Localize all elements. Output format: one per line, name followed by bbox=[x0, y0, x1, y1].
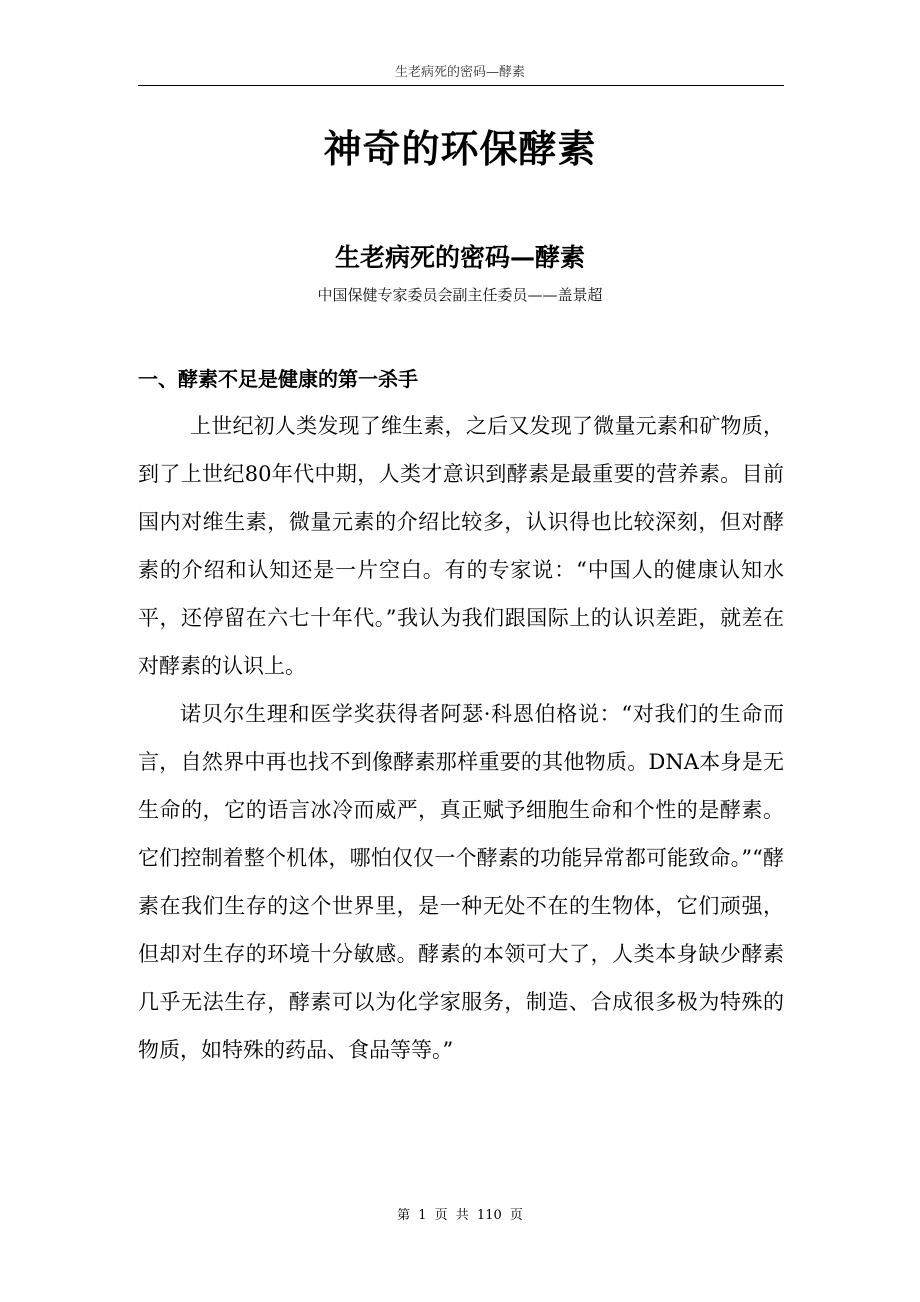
document-title: 神奇的环保酵素 bbox=[323, 127, 597, 171]
running-header: 生老病死的密码—酵素 bbox=[394, 65, 525, 80]
section-heading: 一、酵素不足是健康的第一杀手 bbox=[138, 367, 418, 391]
author-line: 中国保健专家委员会副主任委员——盖景超 bbox=[317, 286, 603, 304]
body-paragraph: 上世纪初人类发现了维生素，之后又发现了微量元素和矿物质，到了上世纪80年代中期，人类才意识到酵素是最重要的营养素。目前国内对维生素，微量元素的介绍比较多，认识得也比较深刻，但对酵素的介绍和认知还是一片空白。有的专家说：“中国人的健康认知水平，还停留在六七十年代。”我认为我们跟国际上的认识差距，就差在对酵素的认识上。 bbox=[138, 414, 784, 678]
page-number: 第 1 页 共 110 页 bbox=[397, 1208, 523, 1223]
document-subtitle: 生老病死的密码—酵素 bbox=[334, 243, 585, 272]
body-paragraph: 诺贝尔生理和医学奖获得者阿瑟·科恩伯格说：“对我们的生命而言，自然界中再也找不到像酵素那样重要的其他物质。DNA本身是无生命的，它的语言冰冷而威严，真正赋予细胞生命和个性的是酵素。它们控制着整个机体，哪怕仅仅一个酵素的功能异常都可能致命。”“酵素在我们生存的这个世界里，是一种无处不在的生物体，它们顽强，但却对生存的环境十分敏感。酵素的本领可大了，人类本身缺少酵素几乎无法生存，酵素可以为化学家服务，制造、合成很多极为特殊的物质，如特殊的药品、食品等等。” bbox=[138, 702, 784, 1062]
header-divider bbox=[138, 85, 784, 86]
